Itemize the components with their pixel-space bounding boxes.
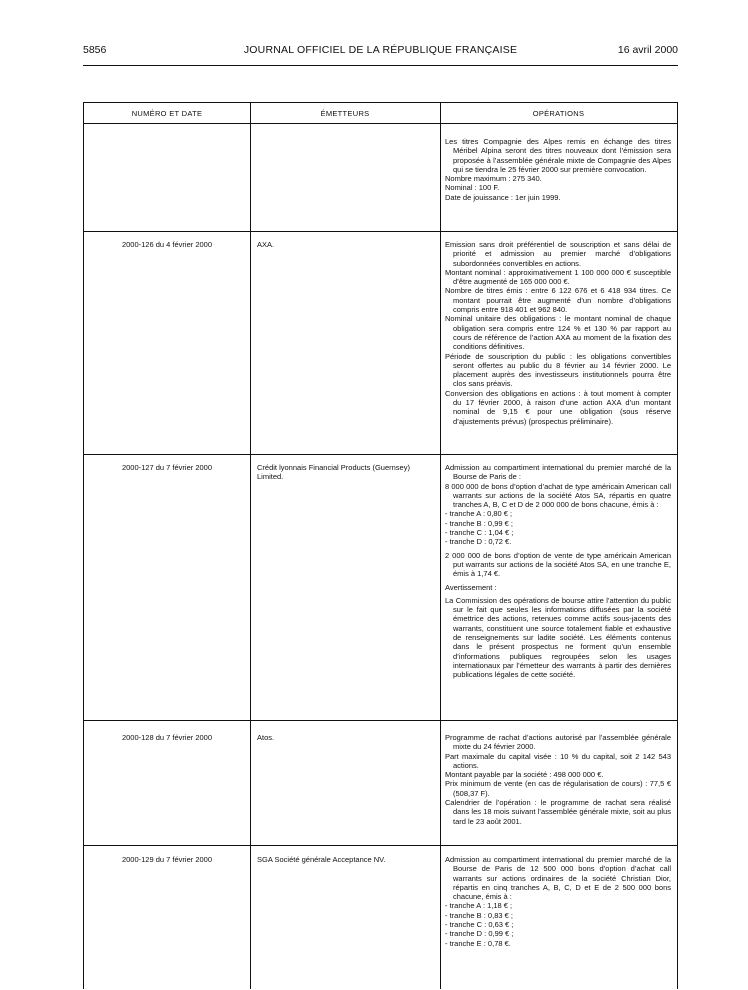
column-divider <box>440 103 441 989</box>
list-item: - tranche B : 0,99 € ; <box>445 518 513 528</box>
tranche-list <box>445 509 671 546</box>
page-number: 5856 <box>83 44 107 56</box>
row-emetteur: AXA. <box>257 240 275 249</box>
row-divider <box>84 454 677 455</box>
operation-paragraph: 8 000 000 de bons d’option d’achat de type américain American call warrants sur actions de la société Atos SA, répartis en quatre tranches A, B, C et D de 2 000 000 de bons chacune, émis à : <box>445 481 671 510</box>
operation-paragraph: Nombre maximum : 275 340. <box>445 174 542 184</box>
column-header-numero: NUMÉRO ET DATE <box>131 109 203 118</box>
operations-table <box>83 102 678 989</box>
list-item: - tranche A : 0,80 € ; <box>445 509 513 519</box>
page-header <box>83 44 678 60</box>
operation-paragraph: Date de jouissance : 1er juin 1999. <box>445 192 561 202</box>
operation-paragraph: Nominal : 100 F. <box>445 183 500 193</box>
list-item: - tranche D : 0,72 €. <box>445 537 512 547</box>
list-item: - tranche A : 1,18 € ; <box>445 901 513 911</box>
warning-paragraph: La Commission des opérations de bourse attire l’attention du public sur le fait que seules les informations diffusées par la société émettrice des actions, retenues comme actifs sous-jacents des warrants, constituent une source totalement fiable et exhaustive de renseignements sur ladite société. Les éléments contenus dans le présent prospectus ne forment qu’un ensemble d’informations publiques regroupées selon les usages internationaux par l’émetteur des warrants à partir des dernières publications légales de cette société. <box>445 595 671 680</box>
table-row-continuation-operations <box>445 137 671 202</box>
row-number-date: 2000-129 du 7 février 2000 <box>121 855 213 864</box>
header-row-divider <box>84 123 677 124</box>
row-emetteur: Crédit lyonnais Financial Products (Guernsey) Limited. <box>257 463 410 482</box>
list-item: - tranche C : 0,63 € ; <box>445 920 514 930</box>
list-item: - tranche B : 0,83 € ; <box>445 910 513 920</box>
operation-paragraph: Nombre de titres émis : entre 6 122 676 et 6 418 934 titres. Ce montant pourrait être augmenté d’un nombre d’obligations compris entre 918 401 et 962 840. <box>445 286 671 315</box>
row-operations <box>445 733 671 826</box>
operation-paragraph: Période de souscription du public : les obligations convertibles seront offertes au public du 8 février au 14 février 2000. Le placement auprès des investisseurs institutionnels pourra être clos sans préavis. <box>445 351 671 389</box>
row-number-date: 2000-126 du 4 février 2000 <box>121 240 213 249</box>
header-rule <box>83 65 678 66</box>
row-divider <box>84 720 677 721</box>
column-header-operations: OPÉRATIONS <box>532 109 585 118</box>
operation-paragraph: Conversion des obligations en actions : à tout moment à compter du 17 février 2000, à raison d’une action AXA d’un montant nominal de 9,15 € pour une obligation (sous réserve d’ajustements prévus) (prospectus préliminaire). <box>445 388 671 426</box>
operation-paragraph: Nominal unitaire des obligations : le montant nominal de chaque obligation sera compris entre 124 % et 130 % par rapport au cours de référence de l’action AXA au moment de la fixation des conditions définitives. <box>445 314 671 352</box>
operation-paragraph: Emission sans droit préférentiel de souscription et sans délai de priorité et admission au premier marché d’obligations subordonnées convertibles en actions. <box>445 240 671 268</box>
operation-paragraph: Montant nominal : approximativement 1 100 000 000 € susceptible d’être augmenté de 165 000 000 €. <box>445 267 671 287</box>
tranche-list <box>445 901 671 947</box>
operation-paragraph: Prix minimum de vente (en cas de régularisation de cours) : 77,5 € (508,37 F). <box>445 779 671 798</box>
row-emetteur: Atos. <box>257 733 275 742</box>
column-header-emetteurs: ÉMETTEURS <box>320 109 370 118</box>
row-divider <box>84 231 677 232</box>
issue-date: 16 avril 2000 <box>617 44 678 56</box>
row-operations <box>445 855 671 948</box>
operation-paragraph: Admission au compartiment international du premier marché de la Bourse de Paris de : <box>445 463 671 482</box>
row-number-date: 2000-128 du 7 février 2000 <box>121 733 213 742</box>
column-divider <box>250 103 251 989</box>
row-operations <box>445 463 671 680</box>
list-item: - tranche E : 0,78 €. <box>445 938 511 948</box>
operation-paragraph: Programme de rachat d’actions autorisé par l’assemblée générale mixte du 24 février 2000. <box>445 733 671 752</box>
operation-paragraph: Les titres Compagnie des Alpes remis en échange des titres Méribel Alpina seront des titres nouveaux dont l’émission sera proposée à l’assemblée générale mixte de Compagnie des Alpes qui se tiendra le 25 février 2000 sur première convocation. <box>445 137 671 174</box>
operation-paragraph: Calendrier de l’opération : le programme de rachat sera réalisé dans les 18 mois suivant l’assemblée générale mixte, soit au plus tard le 23 août 2001. <box>445 798 671 826</box>
row-emetteur: SGA Société générale Acceptance NV. <box>257 855 386 864</box>
operation-paragraph: 2 000 000 de bons d’option de vente de type américain American put warrants sur actions de la société Atos SA, en une tranche E, émis à 1,74 €. <box>445 550 671 579</box>
journal-title: JOURNAL OFFICIEL DE LA RÉPUBLIQUE FRANÇAISE <box>243 44 518 56</box>
list-item: - tranche C : 1,04 € ; <box>445 528 514 538</box>
warning-label: Avertissement : <box>445 582 497 592</box>
operation-paragraph: Part maximale du capital visée : 10 % du capital, soit 2 142 543 actions. <box>445 751 671 770</box>
row-operations <box>445 240 671 426</box>
operation-paragraph: Montant payable par la société : 498 000 000 €. <box>445 770 604 780</box>
row-number-date: 2000-127 du 7 février 2000 <box>121 463 213 472</box>
list-item: - tranche D : 0,99 € ; <box>445 929 514 939</box>
operation-paragraph: Admission au compartiment international du premier marché de la Bourse de Paris de 12 500 000 bons d’option d’achat call warrants sur actions ordinaires de la société Christian Dior, répartis en cinq tranches A, B, C, D et E de 2 500 000 bons chacune, émis à : <box>445 855 671 902</box>
row-divider <box>84 845 677 846</box>
